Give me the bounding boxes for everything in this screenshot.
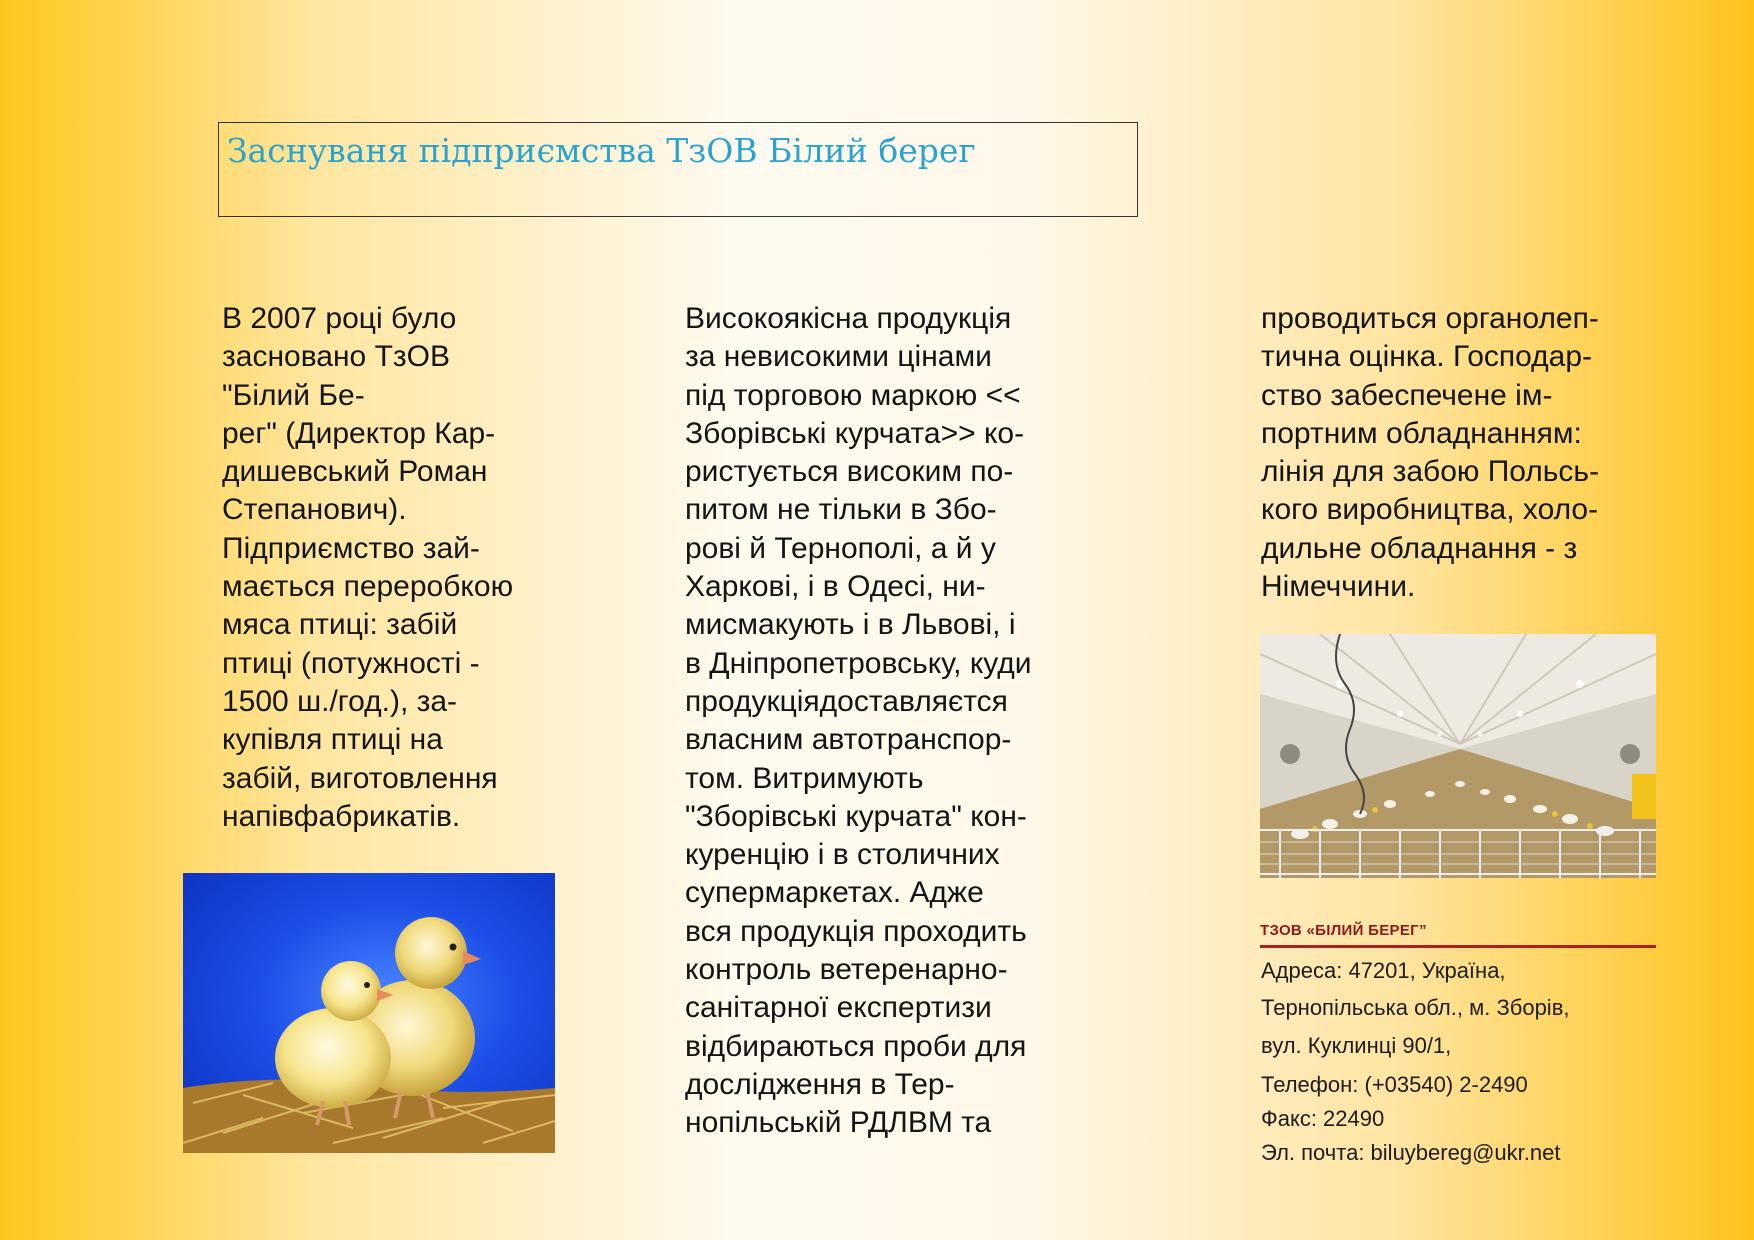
- chicks-photo: [183, 873, 555, 1153]
- text-column-2: Високоякісна продукція за невисокими цінами під торговою маркою << Зборівські курчата>> ко- ристується високим по- питом не тільки в Збо- рові й Тернополі, а й у Харкові, і в Одесі, ни- мисмакують і в Львові, і в Дніпропетровську, куди продукціядоставляєтся власним автотранспор- том. Витримують "Зборівські курчата" кон- куренцію і в столичних супермаркетах. Адже вся продукція проходить контроль ветеренарно- санітарної експертизи відбираються проби для дослідження в Тер- нопільській РДЛВМ та: [685, 302, 1032, 1140]
- page-title: Заснуваня підприємства ТзОВ Білий берег: [227, 131, 976, 170]
- phone-text: Телефон: (+03540) 2-2490: [1261, 1072, 1528, 1097]
- email-text: Эл. почта: biluybereg@ukr.net: [1261, 1140, 1561, 1165]
- address-line-2: Тернопільська обл., м. Зборів,: [1261, 995, 1570, 1020]
- fax-text: Факс: 22490: [1261, 1106, 1385, 1131]
- text-column-3: проводиться органолеп- тична оцінка. Господар- ство забеспечене ім- портним обладнанням: лінія для забою Польсь- кого виробництва, холо- дильне обладнання - з Німеччини.: [1261, 302, 1600, 604]
- text-column-1: В 2007 році було засновано ТзОВ "Білий Бе- рег" (Директор Кар- дишевський Роман Степанович). Підприємство зай- мається переробкою мяса птиці: забій птиці (потужності - 1500 ш./год.), за- купівля птиці на забій, виготовлення напівфабрикатів.: [222, 302, 514, 833]
- chicks-illustration: [183, 873, 555, 1153]
- company-name: ТЗОВ «БІЛИЙ БЕРЕГ”: [1260, 922, 1427, 939]
- poultry-house-photo: [1260, 634, 1656, 878]
- poultry-house-illustration: [1260, 634, 1656, 878]
- company-divider: [1260, 945, 1656, 948]
- title-box: [218, 122, 1138, 217]
- address-line-1: Адреса: 47201, Україна,: [1261, 958, 1506, 983]
- address-line-3: вул. Куклинці 90/1,: [1261, 1033, 1452, 1058]
